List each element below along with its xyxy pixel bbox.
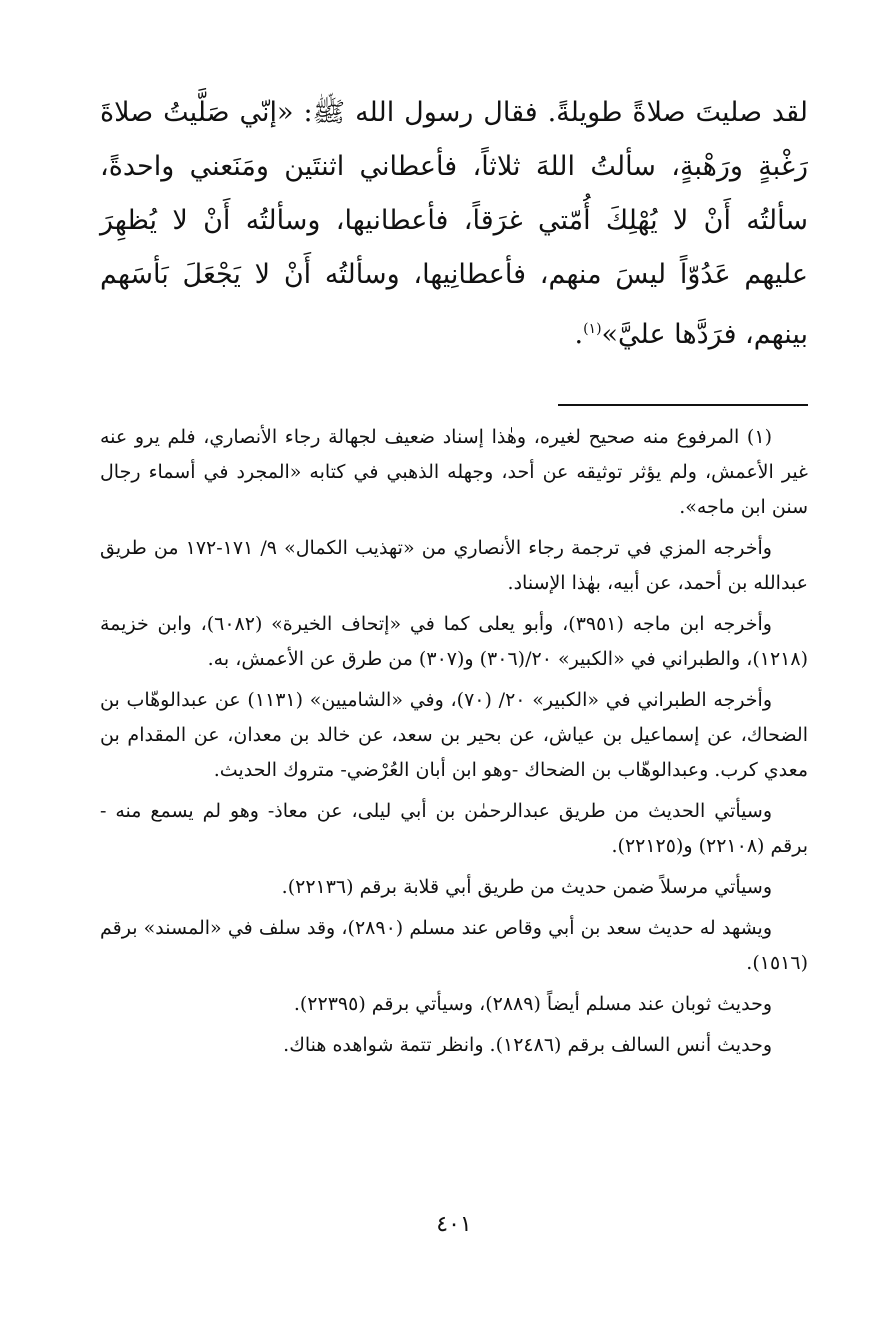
main-text-block: [100, 86, 808, 362]
footnote-divider: [558, 404, 808, 406]
document-page: [100, 86, 808, 1286]
footnote-paragraph: (١) المرفوع منه صحيح لغيره، وهٰذا إسناد ضعيف لجهالة رجاء الأنصاري، فلم يرو عنه غير الأعمش، ولم يؤثر توثيقه عن أحد، وجهله الذهبي في كتابه «المجرد في أسماء رجال سنن ابن ماجه».: [100, 426, 808, 518]
main-paragraph-end: .: [574, 319, 584, 350]
page-number: ٤٠١: [436, 1212, 472, 1237]
footnote-paragraph: وأخرجه ابن ماجه (٣٩٥١)، وأبو يعلى كما في «إتحاف الخيرة» (٦٠٨٢)، وابن خزيمة (١٢١٨)، والطبراني في «الكبير» ٢٠/(٣٠٦) و(٣٠٧) من طرق عن الأعمش، به.: [100, 613, 808, 670]
main-paragraph: [100, 86, 808, 362]
footnote-paragraph: وسيأتي الحديث من طريق عبدالرحمٰن بن أبي ليلى، عن معاذ- وهو لم يسمع منه - برقم (٢٢١٠٨) و(٢٢١٢٥).: [100, 800, 808, 857]
footnote-paragraph: وأخرجه الطبراني في «الكبير» ٢٠/ (٧٠)، وفي «الشاميين» (١١٣١) عن عبدالوهّاب بن الضحاك، عن إسماعيل بن عياش، عن بحير بن سعد، عن خالد بن معدان، عن المقدام بن معدي كرب. وعبدالوهّاب بن الضحاك -وهو ابن أبان العُرْضي- متروك الحديث.: [100, 689, 808, 781]
footnote-paragraph: وأخرجه المزي في ترجمة رجاء الأنصاري من «تهذيب الكمال» ٩/ ١٧١-١٧٢ من طريق عبدالله بن أحمد، عن أبيه، بهٰذا الإسناد.: [100, 537, 808, 594]
footnote-paragraph: ويشهد له حديث سعد بن أبي وقاص عند مسلم (٢٨٩٠)، وقد سلف في «المسند» برقم (١٥١٦).: [100, 917, 808, 974]
main-paragraph-text: لقد صليتَ صلاةً طويلةً. فقال رسول الله ﷺ: «إنّي صَلَّيتُ صلاةَ رَغْبةٍ ورَهْبةٍ، سألتُ اللهَ ثلاثاً، فأعطاني اثنتَين ومَنَعني واحدةً، سألتُه أَنْ لا يُهْلِكَ أُمّتي غرَقاً، فأعطانيها، وسألتُه أَنْ لا يُظهِرَ عليهم عَدُوّاً ليسَ منهم، فأعطانِيها، وسألتُه أَنْ لا يَجْعَلَ بَأسَهم بينهم، فرَدَّها عليَّ»: [100, 97, 808, 350]
footnote-paragraph: وسيأتي مرسلاً ضمن حديث من طريق أبي قلابة برقم (٢٢١٣٦).: [281, 876, 772, 898]
footnote-paragraph: وحديث ثوبان عند مسلم أيضاً (٢٨٨٩)، وسيأتي برقم (٢٢٣٩٥).: [293, 993, 772, 1015]
footnotes-section: [100, 420, 808, 1063]
footnote-paragraph: وحديث أنس السالف برقم (١٢٤٨٦). وانظر تتمة شواهده هناك.: [283, 1034, 772, 1056]
footnote-marker[interactable]: (١): [583, 321, 602, 337]
